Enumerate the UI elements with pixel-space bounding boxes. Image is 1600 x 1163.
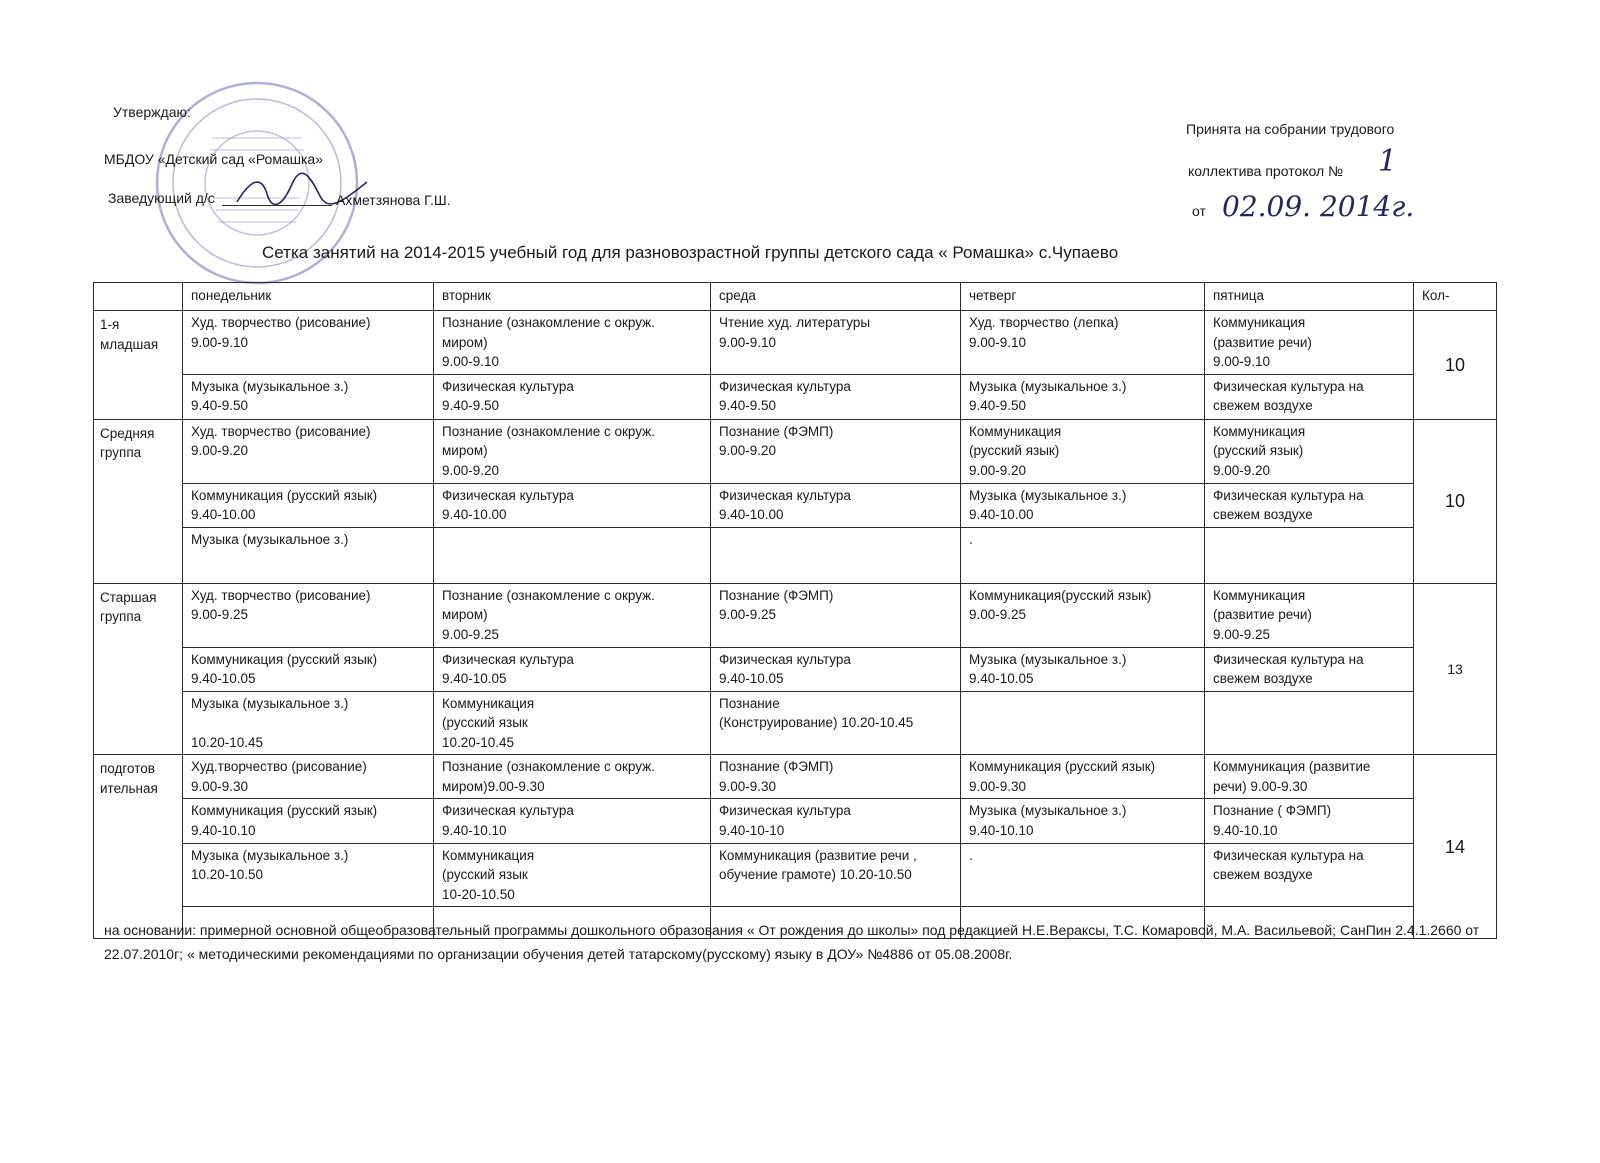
lesson-count-cell: 10 bbox=[1414, 419, 1497, 583]
schedule-cell: Коммуникация (русский язык 10.20-10.45 bbox=[434, 691, 711, 755]
schedule-cell: Физическая культура 9.40-9.50 bbox=[434, 374, 711, 419]
schedule-cell: Коммуникация (русский язык) 9.40-10.10 bbox=[183, 799, 434, 843]
schedule-cell: Познание (ФЭМП) 9.00-9.20 bbox=[711, 419, 961, 483]
schedule-cell: Коммуникация (русский язык) 9.00-9.20 bbox=[961, 419, 1205, 483]
protocol-number: 1 bbox=[1378, 144, 1398, 179]
table-row bbox=[94, 583, 1497, 647]
column-header: вторник bbox=[434, 283, 711, 311]
table-row bbox=[94, 843, 1497, 907]
schedule-cell bbox=[434, 527, 711, 583]
schedule-cell bbox=[711, 527, 961, 583]
lesson-count-cell: 13 bbox=[1414, 583, 1497, 755]
schedule-cell: Музыка (музыкальное з.) 9.40-10.00 bbox=[961, 483, 1205, 527]
schedule-cell: Познание (ознакомление с окруж. миром) 9.00-9.25 bbox=[434, 583, 711, 647]
schedule-cell: Чтение худ. литературы 9.00-9.10 bbox=[711, 311, 961, 375]
schedule-cell: Музыка (музыкальное з.) 9.40-10.10 bbox=[961, 799, 1205, 843]
table-row bbox=[94, 755, 1497, 799]
schedule-cell: Худ. творчество (рисование) 9.00-9.10 bbox=[183, 311, 434, 375]
schedule-cell: Физическая культура на свежем воздухе bbox=[1205, 374, 1414, 419]
schedule-cell: Коммуникация (русский язык) 9.00-9.20 bbox=[1205, 419, 1414, 483]
schedule-cell: Физическая культура 9.40-9.50 bbox=[711, 374, 961, 419]
protocol-date: 02.09. 2014г. bbox=[1222, 190, 1415, 223]
schedule-cell bbox=[1205, 527, 1414, 583]
schedule-cell: Физическая культура 9.40-10.10 bbox=[434, 799, 711, 843]
schedule-cell: Познание (ознакомление с окруж. миром) 9.00-9.10 bbox=[434, 311, 711, 375]
column-header: понедельник bbox=[183, 283, 434, 311]
schedule-cell: . bbox=[961, 843, 1205, 907]
schedule-cell: Физическая культура 9.40-10.00 bbox=[434, 483, 711, 527]
table-row bbox=[94, 374, 1497, 419]
schedule-cell: Музыка (музыкальное з.) 9.40-10.05 bbox=[961, 647, 1205, 691]
schedule-cell: Познание (Конструирование) 10.20-10.45 bbox=[711, 691, 961, 755]
table-row bbox=[94, 483, 1497, 527]
schedule-cell: Коммуникация (русский язык) 9.40-10.00 bbox=[183, 483, 434, 527]
signature-line bbox=[222, 205, 332, 206]
table-row bbox=[94, 799, 1497, 843]
head-label: Заведующий д/с bbox=[108, 190, 215, 206]
schedule-cell: Коммуникация (развитие речи , обучение грамоте) 10.20-10.50 bbox=[711, 843, 961, 907]
schedule-cell: Коммуникация(русский язык) 9.00-9.25 bbox=[961, 583, 1205, 647]
schedule-cell: Коммуникация (русский язык) 9.40-10.05 bbox=[183, 647, 434, 691]
schedule-cell: Физическая культура на свежем воздухе bbox=[1205, 483, 1414, 527]
group-name-cell: Старшая группа bbox=[94, 583, 183, 755]
group-name-cell: 1-я младшая bbox=[94, 311, 183, 420]
approve-label: Утверждаю: bbox=[113, 104, 191, 120]
schedule-cell: Музыка (музыкальное з.) bbox=[183, 527, 434, 583]
schedule-cell: Худ. творчество (рисование) 9.00-9.25 bbox=[183, 583, 434, 647]
schedule-cell: Физическая культура 9.40-10-10 bbox=[711, 799, 961, 843]
column-header: пятница bbox=[1205, 283, 1414, 311]
schedule-cell: Познание (ФЭМП) 9.00-9.25 bbox=[711, 583, 961, 647]
schedule-cell bbox=[961, 691, 1205, 755]
schedule-cell: Познание (ознакомление с окруж. миром)9.00-9.30 bbox=[434, 755, 711, 799]
schedule-cell: Худ. творчество (лепка) 9.00-9.10 bbox=[961, 311, 1205, 375]
table-row bbox=[94, 527, 1497, 583]
column-header: Кол- bbox=[1414, 283, 1497, 311]
schedule-cell: Физическая культура на свежем воздухе bbox=[1205, 647, 1414, 691]
accepted-line-2: коллектива протокол № bbox=[1188, 163, 1344, 179]
schedule-cell: Физическая культура 9.40-10.00 bbox=[711, 483, 961, 527]
date-prefix: от bbox=[1192, 203, 1206, 219]
head-name: Ахметзянова Г.Ш. bbox=[336, 192, 451, 208]
schedule-cell: Познание (ФЭМП) 9.00-9.30 bbox=[711, 755, 961, 799]
lesson-count-cell: 14 bbox=[1414, 755, 1497, 939]
lesson-count-cell: 10 bbox=[1414, 311, 1497, 420]
table-row bbox=[94, 311, 1497, 375]
schedule-cell: Худ.творчество (рисование) 9.00-9.30 bbox=[183, 755, 434, 799]
schedule-cell: Музыка (музыкальное з.) 9.40-9.50 bbox=[183, 374, 434, 419]
schedule-cell: Музыка (музыкальное з.) 10.20-10.50 bbox=[183, 843, 434, 907]
schedule-cell: Коммуникация (развитие речи) 9.00-9.30 bbox=[1205, 755, 1414, 799]
schedule-cell: Коммуникация (русский язык 10-20-10.50 bbox=[434, 843, 711, 907]
schedule-cell: Коммуникация (русский язык) 9.00-9.30 bbox=[961, 755, 1205, 799]
table-row bbox=[94, 647, 1497, 691]
schedule-cell bbox=[1205, 691, 1414, 755]
table-header-row bbox=[94, 283, 1497, 311]
organization-name: МБДОУ «Детский сад «Ромашка» bbox=[104, 151, 323, 167]
schedule-cell: Музыка (музыкальное з.) 10.20-10.45 bbox=[183, 691, 434, 755]
schedule-cell: Физическая культура 9.40-10.05 bbox=[711, 647, 961, 691]
schedule-cell: Музыка (музыкальное з.) 9.40-9.50 bbox=[961, 374, 1205, 419]
schedule-cell: Познание (ознакомление с окруж. миром) 9.00-9.20 bbox=[434, 419, 711, 483]
accepted-line-1: Принята на собрании трудового bbox=[1186, 121, 1395, 137]
footnote: на основании: примерной основной общеобразовательный программы дошкольного образования « От рождения до школы» под редакцией Н.Е.Вераксы, Т.С. Комаровой, М.А. Васильевой; СанПин 2.4.1.2660 от 22.07.2010г; « методическими рекомендациями по организации обучения детей татарскому(русскому) языку в ДОУ» №4886 от 05.08.2008г. bbox=[104, 922, 1480, 962]
schedule-cell: Физическая культура 9.40-10.05 bbox=[434, 647, 711, 691]
group-name-cell: Средняя группа bbox=[94, 419, 183, 583]
schedule-table bbox=[93, 282, 1497, 939]
schedule-cell: Коммуникация (развитие речи) 9.00-9.10 bbox=[1205, 311, 1414, 375]
column-header: четверг bbox=[961, 283, 1205, 311]
schedule-cell: Физическая культура на свежем воздухе bbox=[1205, 843, 1414, 907]
group-name-cell: подготов ительная bbox=[94, 755, 183, 939]
column-header: среда bbox=[711, 283, 961, 311]
table-row bbox=[94, 691, 1497, 755]
schedule-cell: Худ. творчество (рисование) 9.00-9.20 bbox=[183, 419, 434, 483]
page-title: Сетка занятий на 2014-2015 учебный год для разновозрастной группы детского сада « Ромашка» с.Чупаево bbox=[262, 243, 1119, 262]
header-corner-cell bbox=[94, 283, 183, 311]
schedule-cell: Коммуникация (развитие речи) 9.00-9.25 bbox=[1205, 583, 1414, 647]
schedule-cell: . bbox=[961, 527, 1205, 583]
schedule-cell: Познание ( ФЭМП) 9.40-10.10 bbox=[1205, 799, 1414, 843]
table-row bbox=[94, 419, 1497, 483]
